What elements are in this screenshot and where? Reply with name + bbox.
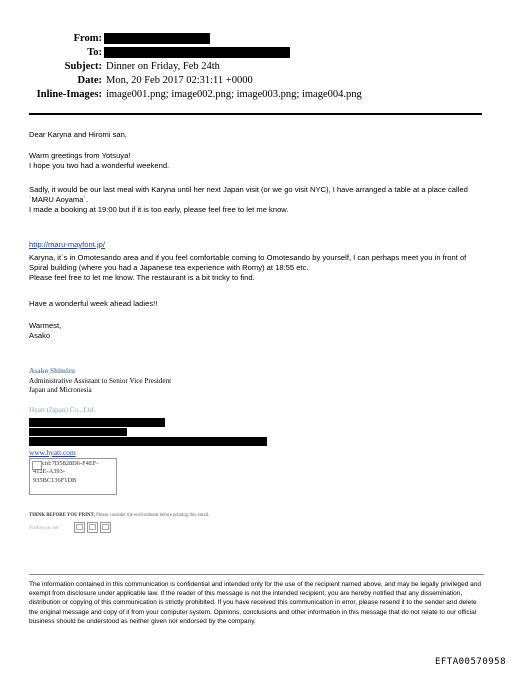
paragraph-4: Have a wonderful week ahead ladies!!	[29, 299, 158, 308]
subject-row	[0, 60, 512, 74]
bates-number: EFTA00570958	[434, 657, 506, 667]
paragraph-2: Sadly, it would be our last meal with Karyna until her next Japan visit (or we go visit NYC), I have arranged a table at a place called `MARU Aoyama`. I made a booking at 19:00 but if it is too early, please feel free to let me know.	[29, 185, 468, 214]
signature-title: Administrative Assistant to Senior Vice President	[29, 377, 172, 385]
from-redaction	[104, 33, 210, 44]
subject-label: Subject:	[64, 61, 102, 72]
think-bold: THINK BEFORE YOU PRINT:	[29, 513, 95, 518]
broken-image-alt: cid:7D5828D6-F4EF- 412E-A393- 935BC136F1DB	[33, 460, 99, 484]
closing: Warmest, Asako	[29, 321, 62, 340]
inline-images-row	[0, 88, 512, 102]
address-redaction-1	[29, 418, 165, 427]
date-label: Date:	[77, 75, 102, 86]
follow-us-label: Follow us on:	[29, 525, 61, 531]
disclaimer-divider	[29, 574, 484, 575]
address-redaction-3	[29, 437, 267, 446]
signature-company: Hyatt (Japan) Co., Ltd.	[29, 406, 96, 414]
broken-image-placeholder	[29, 458, 117, 495]
to-label: To:	[87, 47, 102, 58]
restaurant-link-wrap	[29, 230, 484, 250]
social-icon-1[interactable]	[74, 522, 85, 533]
date-row	[0, 74, 512, 88]
disclaimer-text: The information contained in this communication is confidential and intended only for the use of the recipient named above, and may be legally privileged and exempt from disclosure under applicable law. If the reader of this message is not the intended recipient, you are hereby notified that any dissemination, distribution or copying of this communication is strictly prohibited. If you have received this communication in error, please resend it to the sender and delete the original message and copy of it from your computer system. Opinions, conclusions and other information in this message that do not relate to our official business should be understood as neither given nor endorsed by the company.	[29, 581, 482, 625]
website-link[interactable]: www.hyatt.com	[29, 448, 76, 457]
paragraph-1: Warm greetings from Yotsuya! I hope you two had a wonderful weekend.	[29, 151, 170, 170]
think-before-print	[29, 513, 209, 519]
signature-region: Japan and Micronesia	[29, 386, 92, 394]
header-divider	[29, 113, 482, 115]
think-rest: Please consider the environment before printing this email.	[94, 513, 210, 518]
to-redaction	[104, 47, 290, 58]
inline-images-value: image001.png; image002.png; image003.png; image004.png	[106, 89, 362, 100]
date-value: Mon, 20 Feb 2017 02:31:11 +0000	[106, 75, 253, 86]
restaurant-link[interactable]: http://maru-mayfont.jp/	[29, 240, 105, 249]
social-icon-2[interactable]	[87, 522, 98, 533]
social-icon-3[interactable]	[100, 522, 111, 533]
from-row	[0, 32, 512, 46]
address-redaction-2	[29, 428, 127, 436]
from-label: From:	[73, 33, 102, 44]
inline-images-label: Inline-Images:	[36, 89, 102, 100]
signature-name: Asako Shimizu	[29, 367, 76, 375]
to-row	[0, 46, 512, 60]
paragraph-3: Karyna, it`s in Omotesando area and if you feel comfortable coming to Omotesando by yourself, I can perhaps meet you in front of Spiral building (where you had a Japanese tea experience with Romy) at 18:55 etc. Please feel free to let me know. The restaurant is a bit tricky to find.	[29, 253, 467, 282]
subject-value: Dinner on Friday, Feb 24th	[106, 61, 220, 72]
greeting: Dear Karyna and Hiromi san,	[29, 130, 127, 139]
